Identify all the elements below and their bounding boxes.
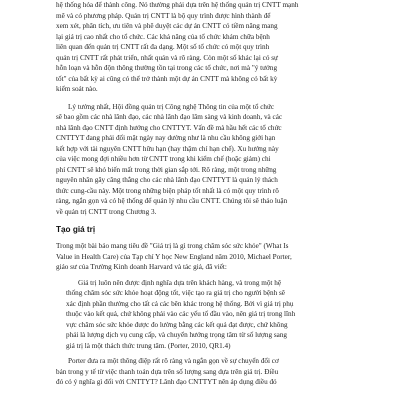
text-line: hỗn loạn và hỗn độn thông thường tồn tại trong các tổ chức, nơi mà "ý tưởng xyxy=(56,64,278,72)
body-text-column xyxy=(56,0,344,388)
text-line: Trong một bài báo mang tiêu đề "Giá trị là gì trong chăm sóc sức khỏe" (What Is xyxy=(56,242,289,250)
text-line: ràng, ngắn gọn và có hệ thống để quản lý nhu cầu CNTT. Chúng tôi sẽ thảo luận xyxy=(56,197,288,205)
block-quote-porter xyxy=(56,278,344,352)
text-line: về quản trị CNTT trong Chương 3. xyxy=(56,207,157,216)
text-line: bản trong y tế từ việc thanh toán dựa trên số lượng sang dựa trên giá trị. Điều xyxy=(56,367,279,376)
text-line: xác định phần thưởng cho tất cả các bên khác trong hệ thống. Bởi vì giá trị phụ xyxy=(66,299,294,308)
paragraph-porter-intro xyxy=(56,241,344,273)
text-line: nhà lãnh đạo CNTT định hướng cho CNTTYT. Vấn đề mà hầu hết các tổ chức xyxy=(56,123,282,132)
text-line: lại giá trị cao nhất cho tổ chức. Các khả năng của tổ chức khám chữa bệnh xyxy=(56,32,270,41)
section-heading: Tạo giá trị xyxy=(56,225,96,234)
text-line: hệ thống hóa để thành công. Nó thường phải dựa trên hệ thống quản trị CNTT mạnh xyxy=(56,1,299,9)
text-line: kiểm soát nào. xyxy=(56,85,98,93)
text-line: đó có ý nghĩa gì đối với CNTTYT? Lãnh đạo CNTTYT nên áp dụng điều đó xyxy=(56,378,277,386)
paragraph-it-governance-intro xyxy=(56,0,344,95)
text-line: sẽ bao gồm các nhà lãnh đạo, các nhà lãnh đạo lâm sàng và kinh doanh, và các xyxy=(56,113,283,121)
text-line: của việc mong đợi nhiều hơn từ CNTT trong khi kiểm chế (hoặc giảm) chi xyxy=(56,155,271,163)
text-line: nguyên nhân gây căng thẳng cho các nhà lãnh đạo CNTTYT là quản lý thách xyxy=(56,176,278,184)
text-line: kết hợp với tài nguyên CNTT hữu hạn (hay thậm chí hạn chế). Xu hướng này xyxy=(56,144,279,153)
text-line: liên quan đến quản trị CNTT rất đa dạng. Một số tổ chức có một quy trình xyxy=(56,43,270,51)
text-line: Porter đưa ra một thông điệp rất rõ ràng và ngắn gọn về sự chuyển đổi cơ xyxy=(68,357,279,365)
text-line: CNTTYT đang phải đối mặt ngày nay dường như là nhu cầu không giới hạn xyxy=(56,134,276,142)
text-line: phải là lượng dịch vụ cung cấp, và chuyển hướng trọng tâm từ số lượng sang xyxy=(66,331,288,339)
text-line: xem xét, phân tích, ưu tiên và phê duyệt các dự án CNTT có tiềm năng mang xyxy=(56,22,278,30)
text-line: thống chăm sóc sức khỏe hoạt động tốt, việc tạo ra giá trị cho người bệnh sẽ xyxy=(66,289,285,297)
text-line: mẽ và có phương pháp. Quản trị CNTT là bộ quy trình được hình thành để xyxy=(56,11,271,20)
text-line: Lý tưởng nhất, Hội đồng quản trị Công nghệ Thông tin của một tổ chức xyxy=(68,102,275,111)
text-line: vực chăm sóc sức khỏe được đo lường bằng các kết quả đạt được, chứ không xyxy=(66,320,288,329)
text-line: Giá trị luôn nên được định nghĩa dựa trên khách hàng, và trong một hệ xyxy=(78,278,282,287)
text-line: giáo sư của Trường Kinh doanh Harvard và tác giả, đã viết: xyxy=(56,263,227,271)
paragraph-it-board xyxy=(56,102,344,218)
text-line: thuộc vào kết quả, chứ không phải vào các yếu tố đầu vào, nên giá trị trong lĩnh xyxy=(66,310,296,318)
text-line: thức cung-cầu này. Một trong những biện pháp tốt nhất là có một quy trình rõ xyxy=(56,186,279,195)
text-line: giá trị là một thách thức trung tâm. (Porter, 2010, QR1.4) xyxy=(66,341,231,350)
paragraph-porter-message xyxy=(56,356,344,388)
text-line: Value in Health Care) của Tạp chí Y học New England năm 2010, Michael Porter, xyxy=(56,252,292,261)
text-line: tốt" của bất kỳ ai cũng có thể trở thành một dự án CNTT mà không có bất kỳ xyxy=(56,74,278,83)
text-line: phí CNTT sẽ khó biến mất trong thời gian sắp tới. Rõ ràng, một trong những xyxy=(56,165,277,174)
text-line: quản trị CNTT rất phát triển, nhất quán và rõ ràng. Còn một số khác lại có sự xyxy=(56,53,278,62)
